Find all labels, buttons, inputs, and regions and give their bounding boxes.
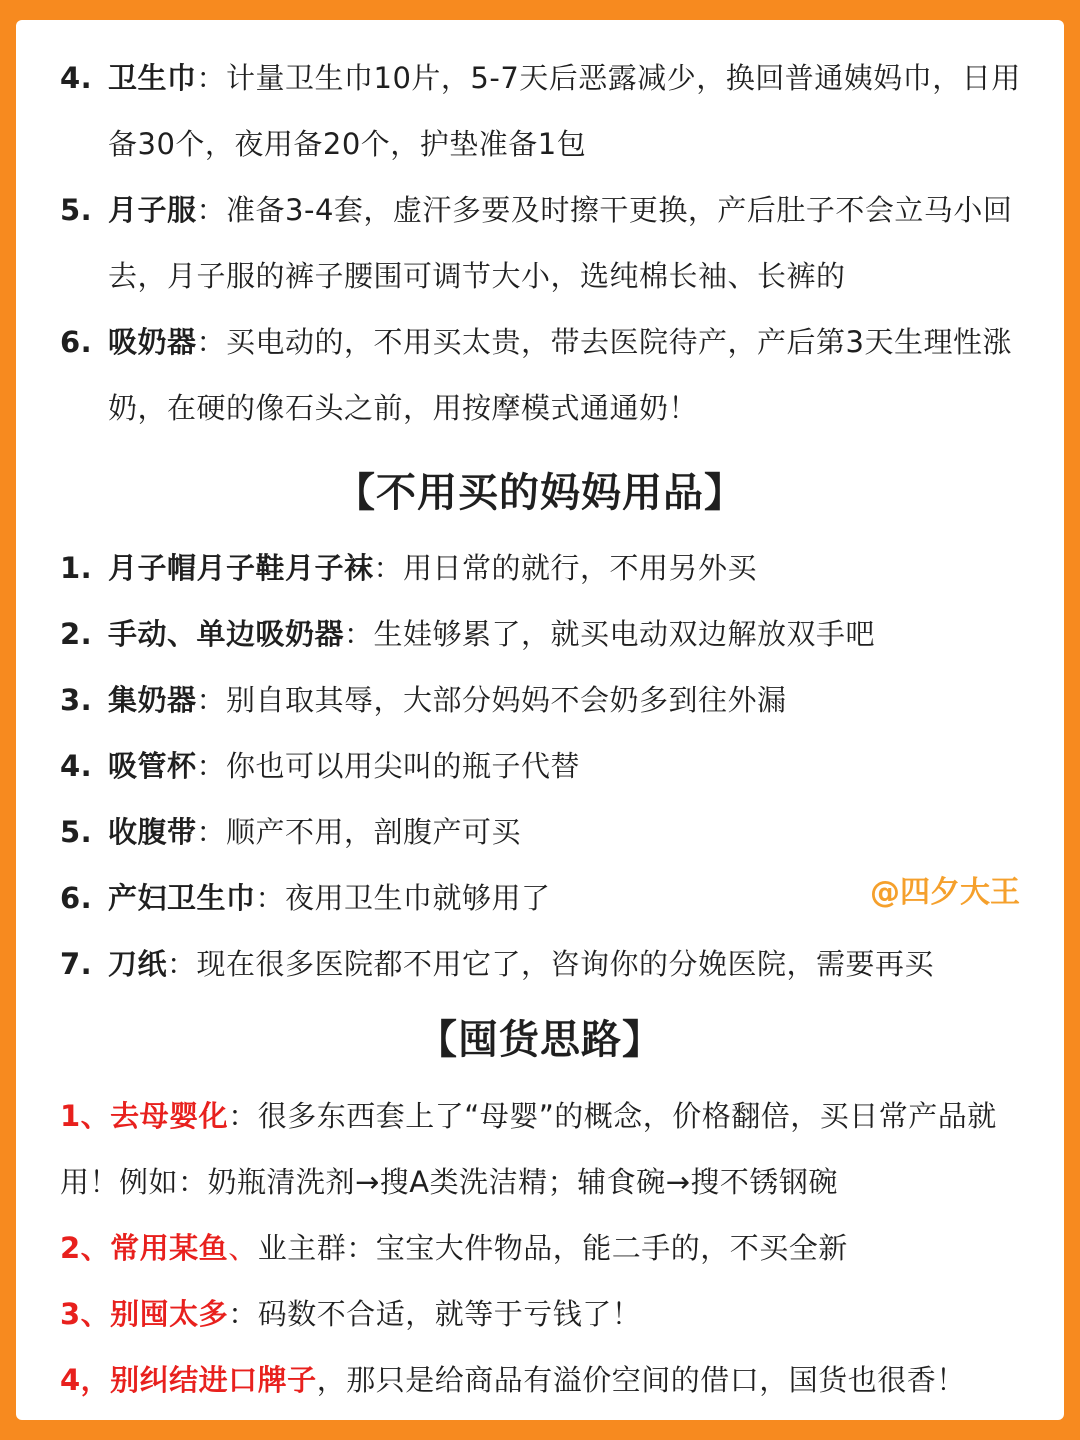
- item-sep: ：: [228, 1297, 258, 1331]
- item-continuation: 奶，在硬的像石头之前，用按摩模式通通奶！: [108, 391, 699, 425]
- item-sep: 、: [228, 1231, 258, 1265]
- list-item: [60, 1215, 1024, 1281]
- item-label: 月子服: [108, 193, 197, 227]
- list-item: [60, 177, 1024, 243]
- item-number: 6.: [60, 881, 93, 915]
- item-number: 7.: [60, 947, 93, 981]
- list-item: [60, 535, 1024, 601]
- item-text: 计量卫生巾10片，5-7天后恶露减少，换回普通姨妈巾，日用: [226, 61, 1021, 95]
- item-lead: 4，别纠结进口牌子: [60, 1363, 317, 1397]
- section-title-no-buy: 【不用买的妈妈用品】: [335, 470, 745, 516]
- item-text: 业主群：宝宝大件物品，能二手的，不买全新: [257, 1231, 848, 1265]
- item-sep: ：: [196, 749, 227, 783]
- item-sep: ：: [196, 61, 227, 95]
- list-item: [60, 309, 1024, 375]
- list-item: [60, 799, 1024, 865]
- item-lead: 1、去母婴化: [60, 1099, 229, 1133]
- item-number: 1.: [60, 551, 93, 585]
- item-text: 你也可以用尖叫的瓶子代替: [226, 749, 581, 783]
- item-label: 产妇卫生巾: [108, 881, 256, 915]
- item-text: 夜用卫生巾就够用了: [285, 881, 551, 915]
- item-number: 4.: [60, 749, 93, 783]
- list-item: [60, 667, 1024, 733]
- item-continuation: 去，月子服的裤子腰围可调节大小，选纯棉长袖、长裤的: [108, 259, 846, 293]
- item-number: 5.: [60, 815, 93, 849]
- item-sep: ：: [255, 881, 286, 915]
- item-text: 顺产不用，剖腹产可买: [226, 815, 522, 849]
- item-lead: 2、常用某鱼: [60, 1231, 229, 1265]
- item-text: 别自取其辱，大部分妈妈不会奶多到往外漏: [226, 683, 787, 717]
- list-item: [60, 1281, 1024, 1347]
- section-title-hoard: 【囤货思路】: [417, 1017, 663, 1063]
- item-continuation: 用！例如：奶瓶清洗剂→搜A类洗洁精；辅食碗→搜不锈钢碗: [60, 1165, 838, 1199]
- item-label: 手动、单边吸奶器: [108, 617, 345, 651]
- item-sep: ：: [196, 193, 227, 227]
- item-number: 5.: [60, 193, 93, 227]
- item-sep: ：: [196, 325, 227, 359]
- item-text: 生娃够累了，就买电动双边解放双手吧: [373, 617, 876, 651]
- item-sep: ：: [344, 617, 374, 651]
- content-card: [16, 20, 1064, 1420]
- item-number: 4.: [60, 61, 93, 95]
- item-text: 用日常的就行，不用另外买: [403, 551, 758, 585]
- watermark: @四夕大王: [870, 875, 1020, 910]
- list-item: [60, 45, 1024, 111]
- item-sep: ，: [316, 1363, 347, 1397]
- item-number: 3.: [60, 683, 93, 717]
- item-sep: ：: [373, 551, 404, 585]
- item-lead: 3、别囤太多: [60, 1297, 229, 1331]
- item-label: 卫生巾: [108, 61, 197, 95]
- item-text: 那只是给商品有溢价空间的借口，国货也很香！: [346, 1363, 966, 1397]
- item-label: 刀纸: [108, 947, 168, 981]
- item-sep: ：: [167, 947, 197, 981]
- item-label: 月子帽月子鞋月子袜: [108, 551, 374, 585]
- item-sep: ：: [196, 815, 227, 849]
- item-label: 吸奶器: [108, 325, 197, 359]
- item-text: 很多东西套上了“母婴”的概念，价格翻倍，买日常产品就: [257, 1099, 997, 1133]
- item-number: 2.: [60, 617, 93, 651]
- item-text: 买电动的，不用买太贵，带去医院待产，产后第3天生理性涨: [226, 325, 1012, 359]
- item-label: 集奶器: [108, 683, 197, 717]
- item-continuation: 备30个，夜用备20个，护垫准备1包: [108, 127, 587, 161]
- item-text: 准备3-4套，虚汗多要及时擦干更换，产后肚子不会立马小回: [226, 193, 1013, 227]
- list-item: [60, 931, 1024, 997]
- item-label: 吸管杯: [108, 749, 197, 783]
- item-sep: ：: [228, 1099, 258, 1133]
- item-text: 码数不合适，就等于亏钱了！: [257, 1297, 642, 1331]
- list-item: [60, 1083, 1024, 1149]
- item-number: 6.: [60, 325, 93, 359]
- list-item: [60, 601, 1024, 667]
- item-sep: ：: [196, 683, 227, 717]
- list-item: [60, 1347, 1024, 1413]
- item-text: 现在很多医院都不用它了，咨询你的分娩医院，需要再买: [196, 947, 935, 981]
- item-label: 收腹带: [108, 815, 197, 849]
- list-item: [60, 733, 1024, 799]
